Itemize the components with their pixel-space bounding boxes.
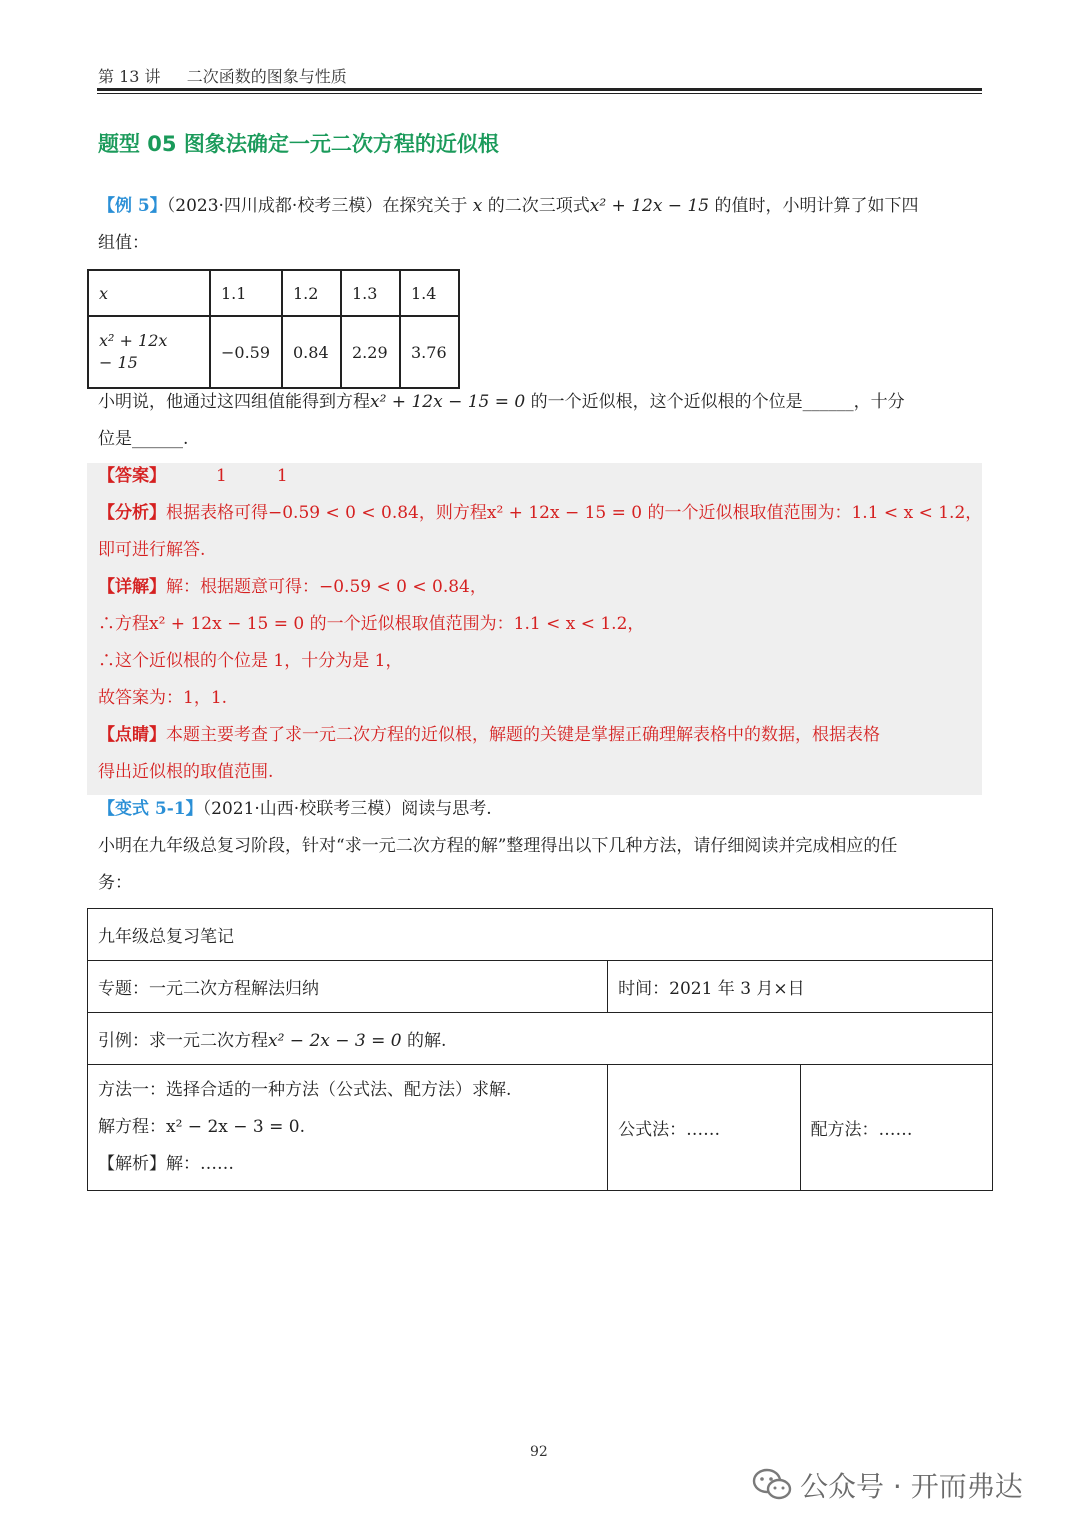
question-text-d: 位是: [98, 429, 132, 449]
notes-method: [88, 1065, 608, 1191]
value-table: [87, 269, 460, 389]
answer-value-2: 1: [276, 466, 288, 486]
notes-example: [88, 1013, 993, 1065]
table-cell: 1.2: [282, 270, 341, 316]
question-paragraph: [98, 384, 988, 458]
notes-example-text-b: 的解.: [401, 1031, 447, 1051]
method-line-1: 方法一：选择合适的一种方法（公式法、配方法）求解.: [98, 1080, 512, 1100]
lecture-topic: 二次函数的图象与性质: [186, 67, 347, 86]
example-text-b: 的二次三项式: [482, 196, 590, 216]
method-line-3: 【解析】解：……: [98, 1154, 234, 1174]
notes-time: 时间：2021 年 3 月×日: [608, 961, 993, 1013]
analysis-label: 【分析】: [98, 503, 166, 523]
notes-completing-square: 配方法：……: [800, 1065, 992, 1191]
detail-label: 【详解】: [98, 577, 166, 597]
lecture-number: 第 13 讲: [98, 67, 161, 86]
page-header: [98, 64, 347, 87]
variant-tag: 【变式 5-1】: [98, 799, 203, 819]
notes-topic: 专题：一元二次方程解法归纳: [88, 961, 608, 1013]
answer-line: [98, 458, 998, 495]
detail-line-4: 故答案为：1，1.: [98, 688, 228, 708]
table-header-expr: [88, 316, 210, 388]
example-line-1: [98, 188, 988, 225]
answer-blank-units: ______: [802, 392, 854, 412]
table-header-x: x: [88, 270, 210, 316]
table-cell: 1.3: [341, 270, 400, 316]
example-text-a: 在探究关于: [382, 196, 473, 216]
table-cell: 0.84: [282, 316, 341, 388]
question-equation: x² + 12x − 15 = 0: [370, 392, 526, 412]
notes-row-topic: [88, 961, 993, 1013]
example-line-2: 组值：: [98, 233, 149, 253]
answer-value-1: 1: [216, 466, 227, 486]
table-cell: 3.76: [400, 316, 459, 388]
variant-source: （2021·山西·校联考三模）: [202, 799, 402, 819]
variant-title: 阅读与思考.: [401, 799, 492, 819]
page-number: 92: [530, 1444, 548, 1460]
question-line-1: [98, 384, 988, 421]
detail-line-2: ∴方程x² + 12x − 15 = 0 的一个近似根取值范围为：1.1 < x < 1.2，: [98, 614, 645, 634]
notes-row-title: [88, 909, 993, 961]
header-rule-thick: [97, 88, 982, 91]
answer-blank-tenths: ______: [132, 429, 183, 449]
method-line-2: 解方程：x² − 2x − 3 = 0.: [98, 1117, 305, 1137]
table-cell: 1.1: [210, 270, 282, 316]
detail-line-1: [98, 569, 998, 606]
wechat-icon: [752, 1468, 792, 1509]
variant-line-2: 小明在九年级总复习阶段，针对“求一元二次方程的解”整理得出以下几种方法，请仔细阅读并完成相应的任: [98, 836, 898, 856]
notes-example-text-a: 引例：求一元二次方程: [98, 1031, 268, 1051]
table-cell: −0.59: [210, 316, 282, 388]
example-tag: 【例 5】: [98, 196, 167, 216]
variant-paragraph: [98, 791, 988, 902]
variant-line-3: 务：: [98, 873, 132, 893]
analysis-line-1: [98, 495, 998, 532]
table-cell: 1.4: [400, 270, 459, 316]
question-line-2: [98, 421, 988, 458]
detail-text-1: 解：根据题意可得：−0.59 < 0 < 0.84，: [166, 577, 487, 597]
comment-line-1: [98, 717, 998, 754]
variant-line-1: [98, 791, 988, 828]
detail-line-3: ∴这个近似根的个位是 1，十分为是 1，: [98, 651, 403, 671]
example-var-x: x: [472, 196, 483, 216]
example-expression: x² + 12x − 15: [589, 196, 710, 216]
table-cell: 2.29: [341, 316, 400, 388]
table-row-x: [88, 270, 459, 316]
notes-row-method: [88, 1065, 993, 1191]
example-paragraph: [98, 188, 988, 262]
question-text-c: ，十分: [853, 392, 905, 412]
expr-line-1: x² + 12x: [99, 331, 168, 350]
solution-block: [98, 458, 998, 791]
analysis-text: 根据表格可得−0.59 < 0 < 0.84，则方程x² + 12x − 15 = 0 的一个近似根取值范围为：1.1 < x < 1.2，: [166, 503, 983, 523]
question-text-e: .: [183, 429, 189, 449]
answer-label: 【答案】: [98, 466, 166, 486]
watermark-text: 公众号 · 开而弗达: [800, 1470, 1023, 1503]
header-rule-thin: [97, 93, 982, 94]
notes-row-example: [88, 1013, 993, 1065]
question-text-b: 的一个近似根，这个近似根的个位是: [525, 392, 803, 412]
expr-line-2: − 15: [99, 353, 138, 372]
notes-title: 九年级总复习笔记: [88, 909, 993, 961]
comment-line-2: 得出近似根的取值范围.: [98, 762, 274, 782]
analysis-line-2: 即可进行解答.: [98, 540, 206, 560]
watermark: [752, 1465, 1023, 1509]
section-title: 题型 05 图象法确定一元二次方程的近似根: [98, 132, 499, 156]
table-row-expr: [88, 316, 459, 388]
example-source: （2023·四川成都·校考三模）: [166, 196, 383, 216]
comment-text: 本题主要考查了求一元二次方程的近似根，解题的关键是掌握正确理解表格中的数据，根据表格: [166, 725, 880, 745]
question-text-a: 小明说，他通过这四组值能得到方程: [98, 392, 370, 412]
notes-formula: 公式法：……: [608, 1065, 800, 1191]
notes-example-equation: x² − 2x − 3 = 0: [268, 1031, 402, 1051]
notes-table: [87, 908, 993, 1191]
example-text-c: 的值时，小明计算了如下四: [709, 196, 919, 216]
comment-label: 【点睛】: [98, 725, 166, 745]
